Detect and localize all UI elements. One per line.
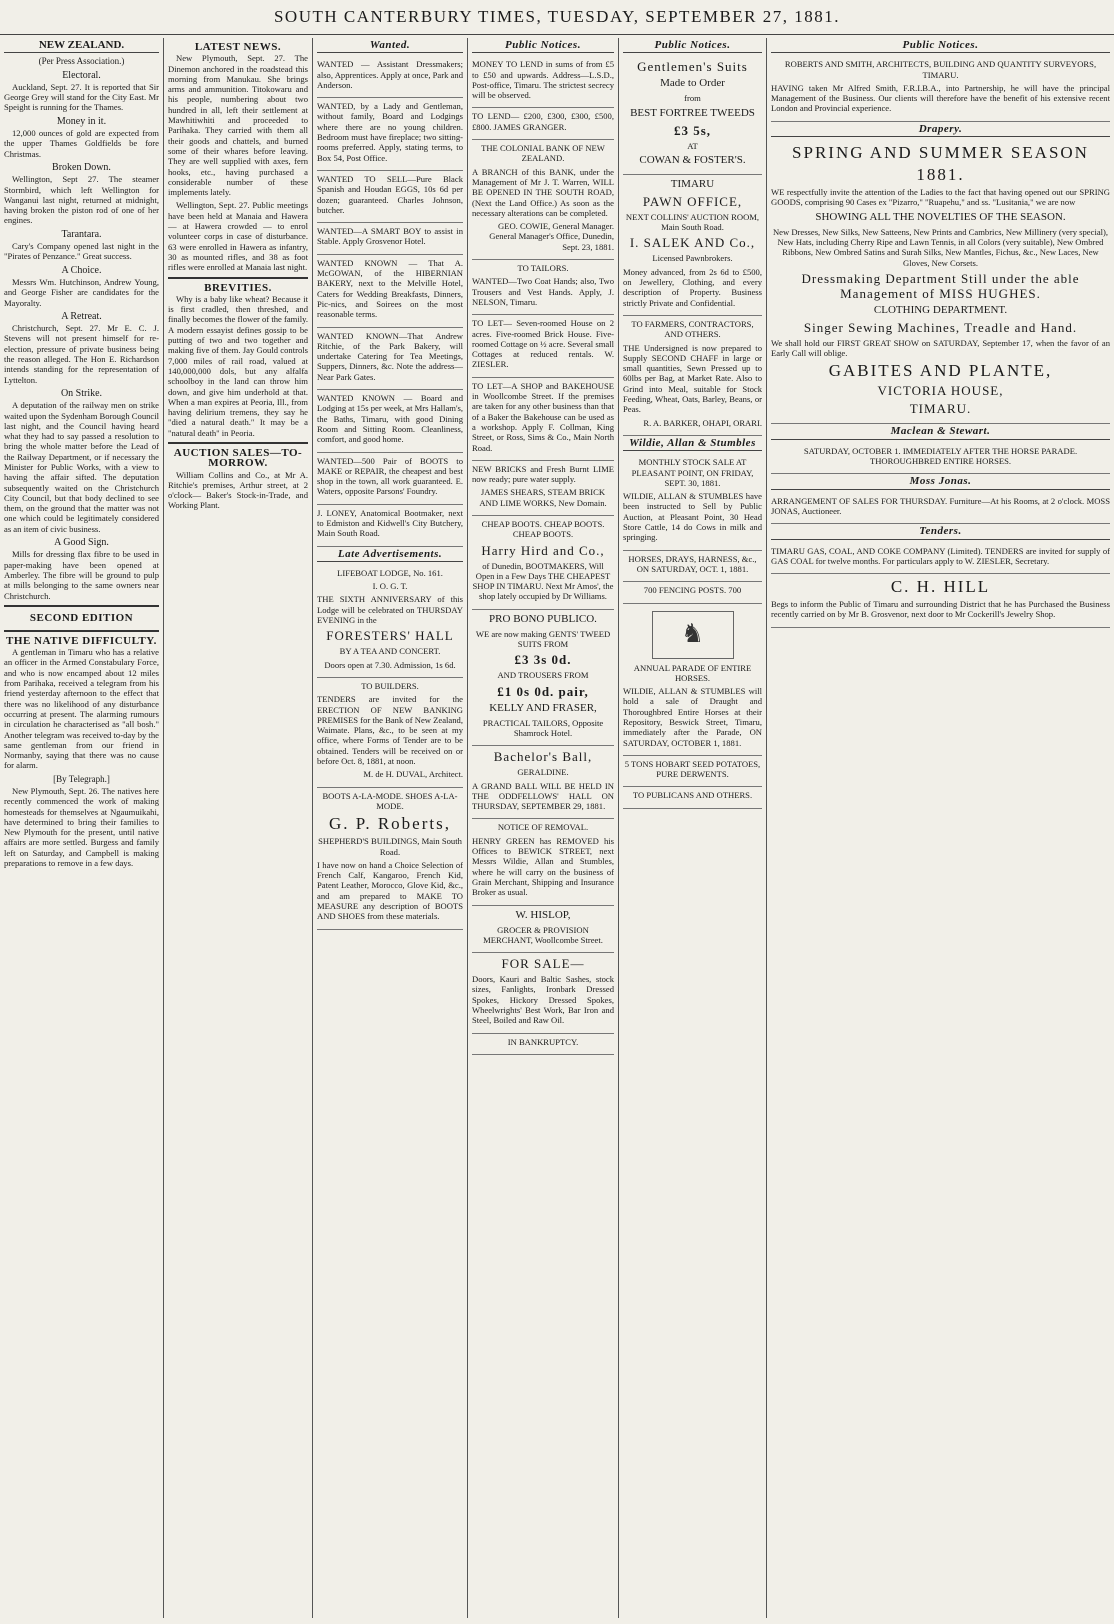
ad-pawn-office bbox=[623, 175, 762, 316]
hislop-sub: GROCER & PROVISION MERCHANT, Woollcombe Street. bbox=[483, 924, 603, 945]
article-money: 12,000 ounces of gold are expected from the upper Thames Goldfields be fore Christmas. bbox=[4, 128, 159, 159]
builders-heading: TO BUILDERS. bbox=[361, 680, 419, 691]
ad-tailors bbox=[472, 260, 614, 315]
ad-wanted-4 bbox=[317, 223, 463, 255]
heading-tarantara: Tarantara. bbox=[61, 228, 102, 240]
foresters-hall: FORESTERS' HALL bbox=[326, 628, 454, 644]
clothing-department: CLOTHING DEPARTMENT. bbox=[873, 303, 1008, 316]
cowan-foster: COWAN & FOSTER'S. bbox=[639, 153, 746, 166]
ad-bakehouse bbox=[472, 378, 614, 461]
trousers-from: AND TROUSERS FROM bbox=[497, 670, 589, 681]
tweeds: BEST FORTREE TWEEDS bbox=[630, 106, 755, 119]
tenders-text: TIMARU GAS, COAL, AND COKE COMPANY (Limited). TENDERS are invited for supply of GAS COAL for twelve months. For particulars apply to W. ZIESLER, Secretary. bbox=[771, 545, 1110, 566]
ad-bricks bbox=[472, 461, 614, 516]
article-tarantara: Cary's Company opened last night in the "Pirates of Penzance." Great success. bbox=[4, 241, 159, 262]
heading-choice: A Choice. bbox=[61, 264, 102, 276]
bank-text: A BRANCH of this BANK, under the Management of Mr J. T. Warren, WILL BE OPENED IN THE SOUTH ROAD, (Next the Land Office.) As soon as the necessary alterations can be completed. bbox=[472, 166, 614, 218]
article-latest-1: New Plymouth, Sept. 27. The Dinemon anchored in the roadstead this morning from Manukau. She brings arms and ammunition. Titokowaru and his people, numbering about two hundred in all, left their settlement at Mawhitiwhiti and proceeded to Parihaka. They carried with them all their goods and chattels, and burned some of their whares before leaving. They are well supplied with axes, fern hooks, etc., having purchased a considerable number of these implements lately. bbox=[168, 53, 308, 198]
salek-text: Money advanced, from 2s 6d to £500, on Jewellery, Clothing, and every description of Property. Business strictly Private and Confidential. bbox=[623, 266, 762, 308]
ad-to-let bbox=[472, 315, 614, 377]
ad-text: WANTED — Assistant Dressmakers; also, Apprentices. Apply at once, Park and Anderson. bbox=[317, 59, 463, 90]
parade-heading: ANNUAL PARADE OF ENTIRE HORSES. bbox=[633, 662, 752, 683]
potatoes-heading: 5 TONS HOBART SEED POTATOES, PURE DERWENTS. bbox=[624, 758, 761, 780]
horses-heading: HORSES, DRAYS, HARNESS, &c., ON SATURDAY, OCT. 1, 1881. bbox=[628, 553, 757, 574]
shears-name: JAMES SHEARS, STEAM BRICK AND LIME WORKS, New Domain. bbox=[479, 487, 607, 508]
heading-latest-news: LATEST NEWS. bbox=[194, 41, 282, 53]
bricks-text: NEW BRICKS and Fresh Burnt LIME now ready; pure water supply. bbox=[472, 463, 614, 485]
hill-text: Begs to inform the Public of Timaru and surrounding District that he has Purchased the Business recently carried on by Mr B. Grosvenor, next door to Mr Cockerill's Jewelry Shop. bbox=[771, 599, 1110, 620]
band-drapery: Drapery. bbox=[771, 122, 1110, 137]
divider bbox=[4, 605, 159, 607]
heading-native-difficulty: THE NATIVE DIFFICULTY. bbox=[6, 634, 157, 647]
ad-text: WANTED, by a Lady and Gentleman, without family, Board and Lodgings where there are no young children. Bedroom must have fireplace; two sitting-rooms preferred. Apply, stating terms, to Box 54, Post Office. bbox=[317, 101, 463, 163]
price-suits: £3 3s 0d. bbox=[514, 652, 572, 668]
ad-builders bbox=[317, 678, 463, 788]
jonas-text: ARRANGEMENT OF SALES FOR THURSDAY. Furniture—At his Rooms, at 2 o'clock. MOSS JONAS, Auctioneer. bbox=[771, 495, 1110, 516]
article-brevities: Why is a baby like wheat? Because it is first cradled, then threshed, and finally becomes the flower of the family. A modern essayist defines gossip to be putting of two and two together and making five of them. Jay Gould controls 7,000 miles of rail road, valued at 140,000,000 dols, but any alfalfa schoolboy in the land can throw him down, and give him underhold at that. When a man expires at Peoria, Ill., from having delirium tremens, they say he "died a natural death." It may be a "natural death" in Peoria. bbox=[168, 293, 308, 438]
ad-gas-company bbox=[771, 543, 1110, 575]
band-tenders: Tenders. bbox=[771, 524, 1110, 539]
ad-boots-a-la-mode bbox=[317, 788, 463, 930]
ad-text: WANTED—A SMART BOY to assist in Stable. Apply Grosvenor Hotel. bbox=[317, 226, 463, 247]
heading-electoral: Electoral. bbox=[62, 69, 101, 81]
farmers-text: THE Undersigned is now prepared to Supply SECOND CHAFF in large or small quantities, Sewn Pressed up to 60lbs per Bag, at Market Rate. Also to Grind into Meal, suitable for Stock Feeding, Wheat, Oats, Barley, Beans, or Peas. bbox=[623, 342, 762, 415]
band-maclean-stewart: Maclean & Stewart. bbox=[771, 424, 1110, 439]
novelties-list: New Dresses, New Silks, New Satteens, New Prints and Cambrics, New Millinery (very special), New Hats, including Cherry Ripe and Lawn Tennis, in all Colors (very suitable), New Ombred Ribbons, New Ombred Satins and Surah Silks, New Mantles, Fichus, &c., New Laces, New Gloves, New Corsets. bbox=[772, 226, 1109, 268]
article-broken-down: Wellington, Sept 27. The steamer Stormbird, which left Wellington for Wanganui last night, returned at midnight, having broken the piston rod of one of her engines. bbox=[4, 174, 159, 226]
dressmaking: Dressmaking Department Still under the able Management of MISS HUGHES. bbox=[801, 270, 1080, 301]
divider bbox=[168, 277, 308, 279]
column-public-notices-2 bbox=[619, 38, 766, 1618]
ad-annual-parade bbox=[623, 604, 762, 756]
column-public-notices-1 bbox=[468, 38, 618, 1618]
tailors-heading: TO TAILORS. bbox=[517, 263, 569, 274]
heading-retreat: A Retreat. bbox=[61, 310, 102, 322]
by-telegraph: [By Telegraph.] bbox=[53, 773, 110, 784]
band-public-notices: Public Notices. bbox=[771, 38, 1110, 53]
lodge-text: THE SIXTH ANNIVERSARY of this Lodge will be celebrated on THURSDAY EVENING in the bbox=[317, 594, 463, 626]
licensed-pawnbrokers: Licensed Pawnbrokers. bbox=[652, 253, 733, 264]
second-edition: SECOND EDITION bbox=[29, 611, 134, 624]
ad-horses-drays bbox=[623, 551, 762, 583]
builders-sign: M. de H. DUVAL, Architect. bbox=[363, 769, 463, 780]
roberts-text: HAVING taken Mr Alfred Smith, F.R.I.B.A., into Partnership, he will have the principal Management of the Business. Our clients will therefore have the benefit of his extensive recent London and Provincial experience. bbox=[771, 82, 1110, 114]
heading-strike: On Strike. bbox=[60, 387, 103, 399]
ad-wanted-5 bbox=[317, 255, 463, 328]
ad-publicans bbox=[623, 787, 762, 808]
lodge-name: LIFEBOAT LODGE, No. 161. bbox=[337, 567, 443, 578]
ad-wanted-7 bbox=[317, 390, 463, 452]
geraldine: GERALDINE. bbox=[517, 767, 569, 778]
suits-heading: Gentlemen's Suits bbox=[637, 59, 748, 75]
tea-concert: BY A TEA AND CONCERT. bbox=[339, 646, 441, 657]
for-sale-text: Doors, Kauri and Baltic Sashes, stock sizes, Fanlights, Ironbark Dressed Spokes, Hickory Dressed Spokes, Wheelwrights' Best Work, Bar Iron and Steel, Boiled and Raw Oil. bbox=[472, 974, 614, 1026]
stock-heading: MONTHLY STOCK SALE AT PLEASANT POINT, ON FRIDAY, SEPT. 30, 1881. bbox=[631, 457, 754, 488]
ad-spring-summer bbox=[771, 140, 1110, 424]
gp-roberts: G. P. Roberts, bbox=[329, 814, 451, 834]
made-to-order: Made to Order bbox=[660, 77, 725, 90]
ad-wanted-3 bbox=[317, 171, 463, 223]
stock-text: WILDIE, ALLAN & STUMBLES have been instructed to Sell by Public Auction, at Pleasant Point, 30 Head Store Cattle, 14 do Cows in milk and springing. bbox=[623, 491, 762, 543]
band-moss-jonas: Moss Jonas. bbox=[771, 474, 1110, 489]
removal-text: HENRY GREEN has REMOVED his Offices to BEWICK STREET, next Messrs Wildie, Allan and Stumbles, where he will carry on the business of Grain Merchant, Shipping and Insurance Broker as usual. bbox=[472, 835, 614, 898]
bank-sign: GEO. COWIE, General Manager. General Manager's Office, Dunedin, Sept. 23, 1881. bbox=[489, 221, 614, 252]
for-sale: FOR SALE— bbox=[501, 956, 585, 972]
show-text: We shall hold our FIRST GREAT SHOW on SATURDAY, September 17, when the favor of an Early Call will oblige. bbox=[771, 337, 1110, 359]
band-wanted: Wanted. bbox=[317, 38, 463, 53]
column-news-1 bbox=[0, 38, 163, 1618]
bank-heading: THE COLONIAL BANK OF NEW ZEALAND. bbox=[481, 143, 605, 164]
column-wanted bbox=[313, 38, 467, 1618]
gabites-plante: GABITES AND PLANTE, bbox=[828, 361, 1053, 381]
band-public-notices: Public Notices. bbox=[472, 38, 614, 53]
maclean-text: SATURDAY, OCTOBER 1. IMMEDIATELY AFTER THE HORSE PARADE. THOROUGHBRED ENTIRE HORSES. bbox=[803, 445, 1078, 467]
press-association: (Per Press Association.) bbox=[38, 56, 125, 67]
publicans-heading: TO PUBLICANS AND OTHERS. bbox=[632, 790, 753, 801]
ad-wanted-8 bbox=[317, 453, 463, 505]
kelly-fraser-sub: PRACTICAL TAILORS, Opposite Shamrock Hotel. bbox=[482, 717, 604, 738]
ad-text: WANTED KNOWN—That Andrew Ritchie, of the Park Bakery, will undertake Catering for Tea Meetings, Suppers, Dinners, &c. Note the address—Near Park Gates. bbox=[317, 330, 463, 382]
hislop-name: W. HISLOP, bbox=[515, 908, 571, 921]
admission: Doors open at 7.30. Admission, 1s 6d. bbox=[324, 659, 456, 670]
bachelors-ball: Bachelor's Ball, bbox=[493, 749, 593, 765]
band-late-advertisements: Late Advertisements. bbox=[317, 547, 463, 562]
column-public-notices-3 bbox=[767, 38, 1114, 1618]
heading-money: Money in it. bbox=[56, 115, 107, 127]
ad-text: TO LET— Seven-roomed House on 2 acres. Five-roomed Brick House. Five-roomed Cottage on ½ acre. Several small Cottages at reduced rentals. W. ZIESLER. bbox=[472, 318, 614, 370]
section-new-zealand: NEW ZEALAND. bbox=[4, 38, 159, 53]
article-latest-2: Wellington, Sept. 27. Public meetings have been held at Manaia and Hawera — at Hawera crowded — to enrol volunteer corps in case of disturbance. 63 were enrolled in Hawera as infantry, 30 as mounted rifles, and 38 as foot rifles were enrolled at Manaia last night. bbox=[168, 200, 308, 273]
ad-seed-potatoes bbox=[623, 756, 762, 788]
suit-price: £3 5s, bbox=[673, 122, 712, 138]
salek: I. SALEK AND Co., bbox=[629, 235, 756, 251]
article-choice: Messrs Wm. Hutchinson, Andrew Young, and George Fisher are candidates for the Mayoralty. bbox=[4, 276, 159, 308]
heading-broken-down: Broken Down. bbox=[52, 161, 111, 173]
ad-hislop bbox=[472, 906, 614, 954]
ad-text: WANTED KNOWN — Board and Lodging at 15s per week, at Mrs Hallam's, the Baths, Timaru, with good Dining Room and Sitting Room. Cleanliness, comfort, and good home. bbox=[317, 393, 463, 445]
season-year: 1881. bbox=[916, 165, 965, 185]
ad-cheap-boots bbox=[472, 516, 614, 610]
harry-hird-sub: of Dunedin, BOOTMAKERS, Will Open in a Few Days THE CHEAPEST SHOP IN TIMARU. Next Mr Amos', the shop lately occupied by Dr Williams. bbox=[472, 560, 614, 602]
article-native-difficulty: A gentleman in Timaru who has a relative an officer in the Armed Constabulary Force, and who is now encamped about 12 miles from Parihaka, received a telegram from his friend yesterday afternoon to the effect that there was no likelihood of any disturbance occurring at present. The alarming rumours in circulation he characterised as "all bosh." Another telegram was received to-day by the same gentleman from our friend in Normanby, saying that there was no cause for alarm. bbox=[4, 647, 159, 771]
price-trousers: £1 0s 0d. pair, bbox=[497, 683, 589, 699]
ad-maclean bbox=[771, 443, 1110, 475]
gp-roberts-sub: SHEPHERD'S BUILDINGS, Main South Road. bbox=[318, 836, 462, 857]
ad-lifeboat-lodge bbox=[317, 565, 463, 678]
boots-heading: BOOTS A-LA-MODE. SHOES A-LA-MODE. bbox=[322, 790, 458, 811]
tailors-text: WANTED—Two Coat Hands; also, Two Trousers and Vest Hands. Apply, J. NELSON, Timaru. bbox=[472, 276, 614, 307]
bankruptcy-heading: IN BANKRUPTCY. bbox=[507, 1036, 579, 1047]
ad-money-lend bbox=[472, 56, 614, 108]
ad-text: TO LET—A SHOP and BAKEHOUSE in Woollcombe Street. If the premises are taken for any other business than that of a Baker the Bakehouse can be used as a workshop. Apply F. Collman, King Street, or Ross, Sims & Co., Main North Road. bbox=[472, 380, 614, 453]
ad-removal bbox=[472, 819, 614, 905]
heading-brevities: BREVITIES. bbox=[204, 281, 272, 294]
ad-fencing-posts bbox=[623, 582, 762, 603]
masthead: SOUTH CANTERBURY TIMES, TUESDAY, SEPTEMBER 27, 1881. bbox=[0, 0, 1114, 35]
column-news-2 bbox=[164, 38, 312, 1618]
divider bbox=[168, 442, 308, 444]
article-retreat: Christchurch, Sept. 27. Mr E. C. J. Stevens will not present himself for re-election, pressure of private business being the reason alleged. The Hon E. Richardson intends standing for the representation of Lyttelton. bbox=[4, 323, 159, 385]
ad-text: WANTED KNOWN — That A. McGOWAN, of the HIBERNIAN BAKERY, next to the Melville Hotel, Caters for Wedding Breakfasts, Dinners, Pic-nics, and Soirees on the most reasonable terms. bbox=[317, 257, 463, 320]
barker-sign: R. A. BARKER, OHAPI, ORARI. bbox=[643, 417, 762, 428]
horse-icon: ♞ bbox=[652, 611, 734, 659]
season-text: WE respectfully invite the attention of the Ladies to the fact that having opened out our SPRING GOODS, comprising 90 Cases ex "Pizarro," "Ruapehu," and ss. "Lusitania," we are now bbox=[771, 187, 1110, 208]
timaru: TIMARU. bbox=[909, 401, 972, 417]
ad-text: WANTED TO SELL—Pure Black Spanish and Houdan EGGS, 10s 6d per dozen; guaranteed. Charles Johnson, butcher. bbox=[317, 173, 463, 215]
kelly-fraser: KELLY AND FRASER, bbox=[489, 701, 597, 714]
ad-wanted-6 bbox=[317, 328, 463, 390]
ad-colonial-bank bbox=[472, 140, 614, 260]
article-telegraph: New Plymouth, Sept. 26. The natives here recently commenced the work of making homesteads for themselves at Ngaumuikahi, have determined to bring their families to New Plymouth for the present, until native affairs are more settled. Burgess and family left on Saturday, and Campbell is making preparations to remove in a few days. bbox=[4, 786, 159, 869]
builders-text: TENDERS are invited for the ERECTION OF NEW BANKING PREMISES for the Bank of New Zealand, Waimate. Plans, &c., to be seen at my office, where Forms of Tender are to be obtained. Tenders will be received on or before Oct. 8, 1881, at noon. bbox=[317, 694, 463, 767]
singer: Singer Sewing Machines, Treadle and Hand. bbox=[803, 319, 1078, 335]
ad-wanted-1 bbox=[317, 56, 463, 98]
ad-moss-jonas bbox=[771, 493, 1110, 525]
roberts-heading: ROBERTS AND SMITH, ARCHITECTS, BUILDING AND QUANTITY SURVEYORS, TIMARU. bbox=[784, 59, 1097, 80]
ad-wanted-2 bbox=[317, 98, 463, 171]
divider bbox=[4, 630, 159, 632]
pawn-office: PAWN OFFICE, bbox=[642, 193, 743, 209]
ad-to-lend bbox=[472, 108, 614, 140]
parade-text: WILDIE, ALLAN & STUMBLES will hold a sale of Draught and Thoroughbred Entire Horses at their Repository, Beswick Street, Timaru, immediately after the Parade, ON SATURDAY, OCTOBER 1, 1881. bbox=[623, 686, 762, 748]
pawn-address: NEXT COLLINS' AUCTION ROOM, Main South Road. bbox=[625, 211, 760, 233]
article-electoral: Auckland, Sept. 27. It is reported that Sir George Grey will stand for the City East. Mr Speight is running for the Thames. bbox=[4, 81, 159, 113]
article-good-sign: Mills for dressing flax fibre to be used in paper-making have been opened at Amberley. The fibre will be ground to pulp at mills belonging to the same owners near Christchurch. bbox=[4, 549, 159, 601]
heading-good-sign: A Good Sign. bbox=[54, 537, 109, 549]
ad-text: J. LONEY, Anatomical Bootmaker, next to Edmiston and Kidwell's City Butchery, Main South Road. bbox=[317, 507, 463, 539]
from: from bbox=[684, 93, 701, 104]
removal-heading: NOTICE OF REMOVAL. bbox=[497, 822, 589, 833]
at: AT bbox=[687, 140, 698, 151]
timaru: TIMARU bbox=[670, 177, 715, 190]
lodge-order: I. O. G. T. bbox=[372, 581, 408, 592]
novelties: SHOWING ALL THE NOVELTIES OF THE SEASON. bbox=[815, 210, 1066, 223]
article-strike: A deputation of the railway men on strike waited upon the Sydenham Borough Council last night, and the Council having heard what they had to say passed a resolution to bring the whole matter before the Lead of the Railway Department, or if necessary the Minister for Public Works, with a view to having the affair sifted. The deputation subsequently waited on the Christchurch City Council, but that body declined to see them, on the ground that the matter was not one which could be legitimately considered as an item of civic business. bbox=[4, 400, 159, 534]
ad-for-sale bbox=[472, 953, 614, 1033]
pro-bono-text: WE are now making GENTS' TWEED SUITS FROM bbox=[475, 628, 611, 650]
farmers-heading: TO FARMERS, CONTRACTORS, AND OTHERS. bbox=[631, 318, 754, 340]
ball-text: A GRAND BALL WILL BE HELD IN THE ODDFELLOWS' HALL ON THURSDAY, SEPTEMBER 29, 1881. bbox=[472, 780, 614, 812]
pro-bono: PRO BONO PUBLICO. bbox=[489, 612, 597, 625]
season-heading: SPRING AND SUMMER SEASON bbox=[792, 143, 1089, 163]
ad-loney bbox=[317, 505, 463, 547]
hill-name: C. H. HILL bbox=[890, 577, 991, 597]
ad-farmers bbox=[623, 316, 762, 436]
ad-bachelors-ball bbox=[472, 746, 614, 819]
ad-text: TO LEND— £200, £300, £300, £500, £800. JAMES GRANGER. bbox=[472, 111, 614, 132]
harry-hird: Harry Hird and Co., bbox=[481, 542, 605, 558]
band-public-notices: Public Notices. bbox=[623, 38, 762, 53]
ad-stock-sale bbox=[623, 454, 762, 550]
victoria-house: VICTORIA HOUSE, bbox=[877, 383, 1004, 399]
fencing-heading: 700 FENCING POSTS. 700 bbox=[643, 585, 742, 596]
ad-hill bbox=[771, 574, 1110, 628]
article-auction-sales: William Collins and Co., at Mr A. Ritchie's premises, Arthur street, at 2 o'clock— Baker's Stock-in-Trade, and Working Plant. bbox=[168, 469, 308, 511]
heading-auction-sales: AUCTION SALES—TO-MORROW. bbox=[173, 446, 303, 470]
band-wildie-allan: Wildie, Allan & Stumbles bbox=[623, 436, 762, 451]
ad-pro-bono bbox=[472, 610, 614, 746]
ad-bankruptcy bbox=[472, 1034, 614, 1055]
gp-roberts-text: I have now on hand a Choice Selection of French Calf, Kangaroo, French Kid, Patent Leather, Morocco, Glove Kid, &c., and am prepared to MAKE TO MEASURE any description of BOOTS AND SHOES from these materials. bbox=[317, 859, 463, 922]
cheap-boots: CHEAP BOOTS. CHEAP BOOTS. CHEAP BOOTS. bbox=[481, 518, 605, 540]
ad-text: MONEY TO LEND in sums of from £5 to £50 and upwards. Address—L.S.D., Post-office, Timaru. The strictest secrecy will be observed. bbox=[472, 59, 614, 101]
ad-gentlemens-suits bbox=[623, 56, 762, 175]
ad-roberts-smith bbox=[771, 56, 1110, 121]
ad-text: WANTED—500 Pair of BOOTS to MAKE or REPAIR, the cheapest and best shop in the town, all work guaranteed. E. Waters, opposite Parsons' Foundry. bbox=[317, 455, 463, 497]
